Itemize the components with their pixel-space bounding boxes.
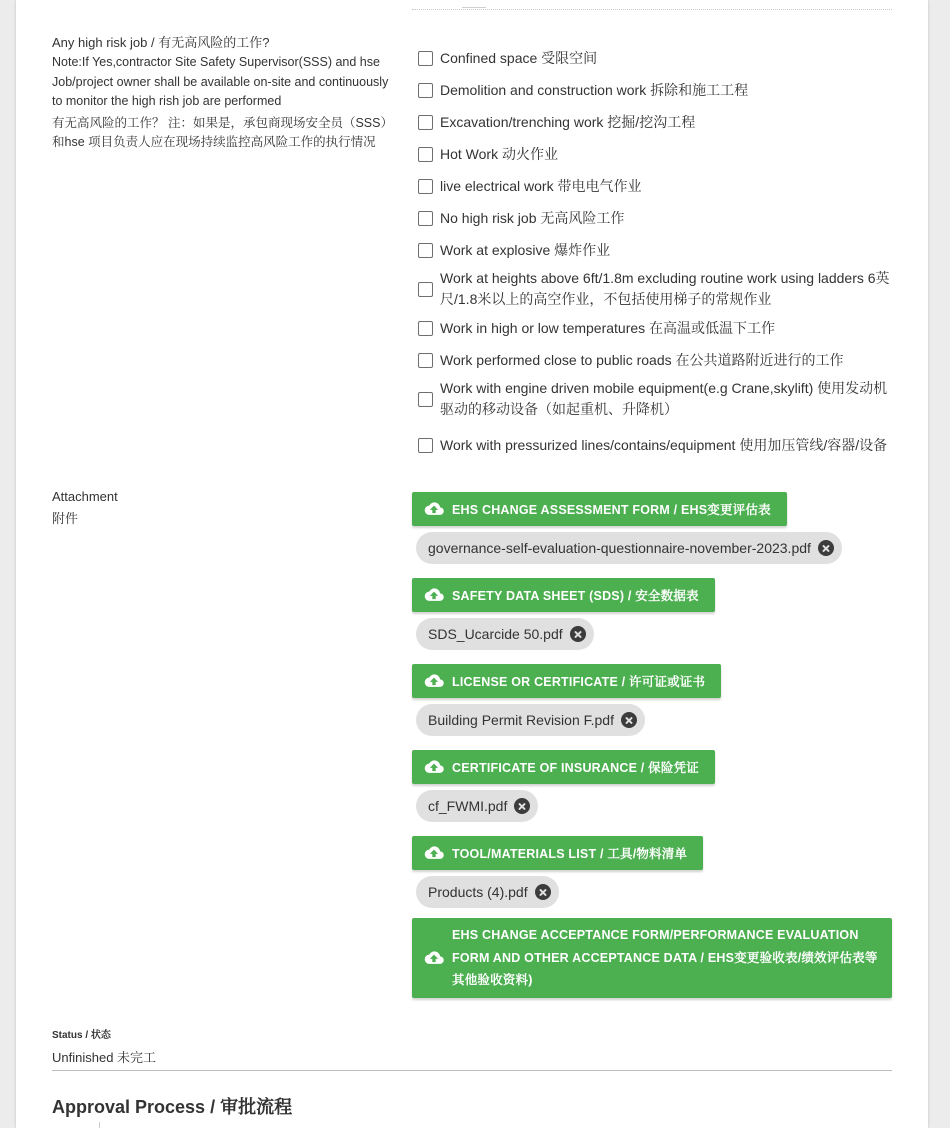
checkbox-row[interactable] (418, 170, 898, 202)
form-page (16, 0, 928, 1128)
checkbox-row[interactable] (418, 234, 898, 266)
cloud-upload-icon (424, 673, 444, 689)
checkbox[interactable] (418, 282, 433, 297)
checkbox-label[interactable]: Demolition and construction work 拆除和施工工程 (440, 81, 749, 98)
checkbox-label[interactable]: Work at heights above 6ft/1.8m excluding routine work using ladders 6英尺/1.8米以上的高空作业，不包括使用梯子的常规作业 (440, 270, 890, 307)
checkbox-label[interactable]: Work performed close to public roads 在公共道路附近进行的工作 (440, 351, 844, 368)
checkbox[interactable] (418, 392, 433, 407)
attachment-uploads (412, 492, 894, 1012)
checkbox-label[interactable]: live electrical work 带电电气作业 (440, 177, 642, 194)
status-label: Status / 状态 (52, 1030, 111, 1041)
checkbox[interactable] (418, 147, 433, 162)
checkbox[interactable] (418, 211, 433, 226)
checkbox-row[interactable] (418, 106, 898, 138)
checkbox-label[interactable]: Work at explosive 爆炸作业 (440, 241, 611, 258)
cloud-upload-icon (424, 845, 444, 861)
question-note: Note:If Yes,contractor Site Safety Supervisor(SSS) and hse Job/project owner shall be available on-site and continuously to monitor the high rish job are performed (52, 55, 389, 108)
checkbox-label[interactable]: Excavation/trenching work 挖掘/挖沟工程 (440, 113, 696, 130)
upload-button-label: EHS CHANGE ASSESSMENT FORM / EHS变更评估表 (452, 503, 771, 517)
checkbox-row[interactable] (418, 74, 898, 106)
checkbox-label[interactable]: No high risk job 无高风险工作 (440, 209, 625, 226)
file-chip (416, 876, 559, 908)
cancel-circle-icon[interactable] (535, 884, 551, 900)
file-name: Products (4).pdf (428, 884, 528, 900)
file-chip (416, 790, 538, 822)
checkbox[interactable] (418, 51, 433, 66)
upload-license-button[interactable] (412, 664, 721, 698)
file-name: governance-self-evaluation-questionnaire-november-2023.pdf (428, 540, 811, 556)
upload-tool-list-button[interactable] (412, 836, 703, 870)
status-divider (52, 1070, 892, 1071)
attachment-label-cn: 附件 (52, 511, 79, 526)
cancel-circle-icon[interactable] (621, 712, 637, 728)
checkbox-label[interactable]: Hot Work 动火作业 (440, 145, 558, 162)
checkbox-label[interactable]: Work in high or low temperatures 在高温或低温下工作 (440, 319, 776, 336)
upload-group (412, 750, 894, 822)
checkbox-label[interactable]: Work with pressurized lines/contains/equipment 使用加压管线/容器/设备 (440, 436, 888, 453)
upload-button-label: LICENSE OR CERTIFICATE / 许可证或证书 (452, 675, 706, 689)
file-name: SDS_Ucarcide 50.pdf (428, 626, 563, 642)
checkbox-row[interactable] (418, 42, 898, 74)
file-chip (416, 618, 594, 650)
upload-acceptance-form-button[interactable] (412, 918, 892, 998)
checkbox-row[interactable] (418, 422, 898, 468)
section-divider (412, 9, 892, 10)
checkbox-label[interactable]: Confined space 受限空间 (440, 49, 598, 66)
cancel-circle-icon[interactable] (818, 540, 834, 556)
checkbox[interactable] (418, 83, 433, 98)
attachment-label-en: Attachment (52, 489, 118, 504)
file-name: cf_FWMI.pdf (428, 798, 508, 814)
upload-group (412, 918, 894, 998)
checkbox[interactable] (418, 438, 433, 453)
upload-group (412, 578, 894, 650)
checkbox-row[interactable] (418, 138, 898, 170)
upload-group (412, 492, 894, 564)
upload-button-label: SAFETY DATA SHEET (SDS) / 安全数据表 (452, 589, 699, 603)
approval-process-title: Approval Process / 审批流程 (52, 1097, 293, 1117)
checkbox-label[interactable]: Work with engine driven mobile equipment(e.g Crane,skylift) 使用发动机驱动的移动设备（如起重机、升降机） (440, 380, 888, 417)
upload-assessment-form-button[interactable] (412, 492, 787, 526)
status-value: Unfinished 未完工 (52, 1050, 157, 1065)
cloud-upload-icon (424, 587, 444, 603)
checkbox-row[interactable] (418, 266, 898, 312)
attachment-label (52, 486, 118, 530)
cancel-circle-icon[interactable] (570, 626, 586, 642)
approval-timeline-line (99, 1122, 100, 1128)
checkbox[interactable] (418, 243, 433, 258)
checkbox-row[interactable] (418, 376, 898, 422)
cloud-upload-icon (424, 950, 444, 966)
upload-group (412, 836, 894, 908)
high-risk-checkbox-list (418, 42, 898, 468)
upload-button-label: EHS CHANGE ACCEPTANCE FORM/PERFORMANCE EVALUATION FORM AND OTHER ACCEPTANCE DATA / EHS变更验收表/绩效评估表等其他验收资料) (452, 928, 878, 988)
file-chip (416, 704, 645, 736)
checkbox[interactable] (418, 353, 433, 368)
checkbox[interactable] (418, 321, 433, 336)
question-note-cn: 有无高风险的工作？ 注：如果是，承包商现场安全员（SSS）和hse 项目负责人应在现场持续监控高风险工作的执行情况 (52, 115, 387, 149)
high-risk-question (52, 33, 392, 152)
question-label: Any high risk job / 有无高风险的工作? (52, 35, 270, 50)
upload-sds-button[interactable] (412, 578, 715, 612)
cancel-circle-icon[interactable] (514, 798, 530, 814)
cloud-upload-icon (424, 501, 444, 517)
file-name: Building Permit Revision F.pdf (428, 712, 614, 728)
upload-button-label: TOOL/MATERIALS LIST / 工具/物料清单 (452, 847, 688, 861)
checkbox-row[interactable] (418, 202, 898, 234)
cloud-upload-icon (424, 759, 444, 775)
checkbox[interactable] (418, 179, 433, 194)
checkbox-row[interactable] (418, 312, 898, 344)
upload-insurance-button[interactable] (412, 750, 715, 784)
upload-button-label: CERTIFICATE OF INSURANCE / 保险凭证 (452, 761, 699, 775)
checkbox[interactable] (418, 115, 433, 130)
upload-group (412, 664, 894, 736)
file-chip (416, 532, 842, 564)
checkbox-row[interactable] (418, 344, 898, 376)
